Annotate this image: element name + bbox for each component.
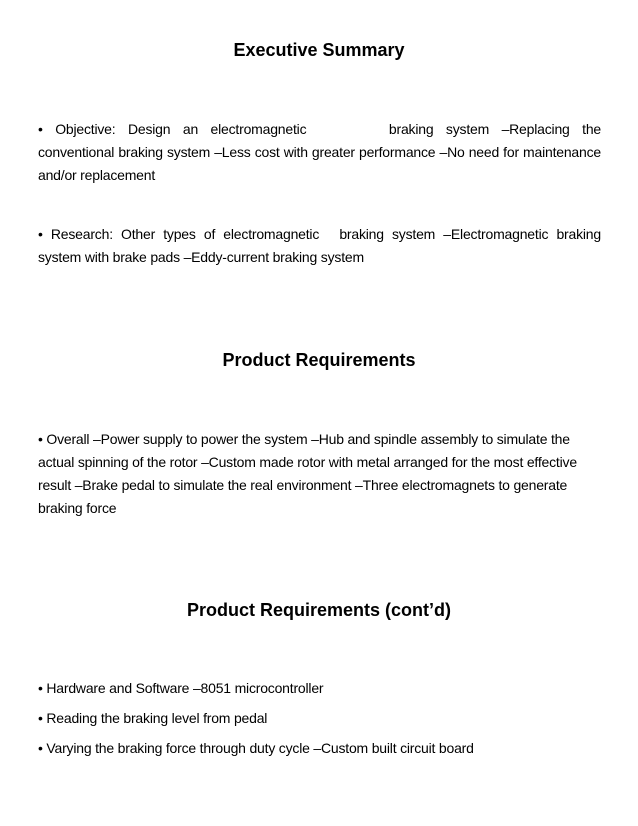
- research-paragraph: [38, 223, 601, 269]
- overall-paragraph: • Overall –Power supply to power the system –Hub and spindle assembly to simulate the actual spinning of the rotor –Custom made rotor with metal arranged for the most effective result –Brake pedal to simulate the real environment –Three electromagnets to generate braking force: [38, 431, 577, 516]
- objective-paragraph: [38, 118, 601, 187]
- duty-cycle-item: • Varying the braking force through duty cycle –Custom built circuit board: [38, 740, 474, 756]
- objective-text-rest: braking system –Replacing the conventional braking system –Less cost with greater performance –No need for maintenance and/or replacement: [38, 121, 601, 183]
- executive-summary-heading: Executive Summary: [233, 40, 405, 60]
- research-text-rest: braking system –Electromagnetic braking system with brake pads –Eddy-current braking system: [38, 226, 601, 265]
- objective-text-start: • Objective: Design an electromagnetic: [38, 121, 307, 137]
- product-requirements-contd-heading: Product Requirements (cont’d): [186, 600, 451, 620]
- research-text-start: • Research: Other types of electromagnetic: [38, 226, 320, 242]
- product-requirements-heading: Product Requirements: [222, 350, 416, 370]
- hardware-software-item: • Hardware and Software –8051 microcontroller: [38, 680, 324, 696]
- braking-level-item: • Reading the braking level from pedal: [38, 710, 268, 726]
